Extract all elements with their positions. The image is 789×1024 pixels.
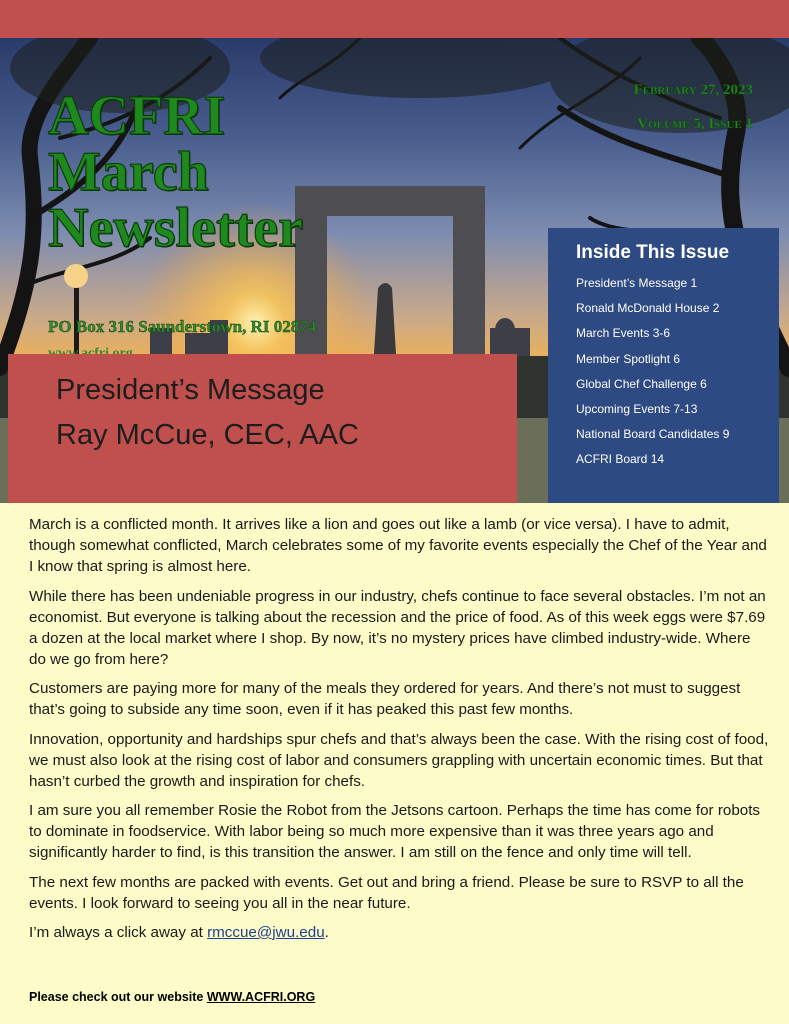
newsletter-title: ACFRI March Newsletter: [48, 85, 303, 259]
toc-item[interactable]: National Board Candidates 9: [576, 427, 730, 442]
top-accent-bar: [0, 0, 789, 38]
article-paragraph: Innovation, opportunity and hardships spur chefs and that’s always been the case. With the rising cost of food, we must also look at the rising cost of labor and consumers grappling with uncertain economic times. But that hasn’t curbed the growth and inspiration for chefs.: [29, 730, 769, 790]
article-paragraph: I am sure you all remember Rosie the Robot from the Jetsons cartoon. Perhaps the time has come for robots to dominate in foodservice. With labor being so much more expensive than it was three years ago and significantly harder to find, is this transition the answer. I am still on the fence and only time will tell.: [29, 802, 761, 861]
toc-item[interactable]: Member Spotlight 6: [576, 351, 681, 366]
closing-line: [29, 922, 769, 943]
article-paragraph: The next few months are packed with events. Get out and bring a friend. Please be sure to RSVP to all the events. I look forward to seeing you all in the near future.: [29, 873, 744, 912]
closing-prefix: I’m always a click away at: [29, 924, 208, 941]
closing-suffix: .: [324, 924, 329, 941]
feature-title: President’s Message: [56, 374, 325, 406]
website-callout: [29, 990, 315, 1004]
email-link[interactable]: rmccue@jwu.edu: [207, 924, 325, 941]
mailing-address: PO Box 316 Saunderstown, RI 02874: [48, 317, 317, 336]
toc-list: [576, 274, 729, 476]
table-of-contents: [548, 228, 779, 503]
article-paragraph: Customers are paying more for many of the meals they ordered for years. And there’s not must to suggest that’s going to subside any time soon, even if it has peaked this past few months.: [29, 680, 741, 718]
article-paragraph: While there has been undeniable progress in our industry, chefs continue to face several obstacles. I’m not an economist. But everyone is talking about the recession and the price of food. As of this week eggs were $7.69 a dozen at the local market where I shop. By now, it’s no mystery prices have climbed industry-wide. Where do we go from here?: [29, 587, 766, 668]
toc-item[interactable]: March Events 3-6: [576, 326, 671, 341]
feature-title-box: [8, 354, 517, 503]
feature-author: Ray McCue, CEC, AAC: [56, 419, 359, 451]
issue-date: February 27, 2023: [633, 82, 753, 98]
toc-item[interactable]: Ronald McDonald House 2: [576, 301, 720, 316]
article-body: [29, 514, 769, 952]
callout-website-link[interactable]: WWW.ACFRI.ORG: [206, 990, 316, 1004]
toc-heading: Inside This Issue: [576, 242, 730, 263]
toc-item[interactable]: President’s Message 1: [576, 276, 698, 290]
article-paragraph: March is a conflicted month. It arrives like a lion and goes out like a lamb (or vice versa). I have to admit, though somewhat conflicted, March celebrates some of my favorite events especially the Chef of the Year and I know that spring is almost here.: [29, 516, 767, 575]
volume-issue: Volume 5, Issue 1: [637, 116, 753, 132]
toc-item[interactable]: ACFRI Board 14: [576, 452, 665, 467]
toc-item[interactable]: Global Chef Challenge 6: [576, 376, 707, 391]
callout-prefix: Please check out our website: [29, 990, 207, 1004]
toc-item[interactable]: Upcoming Events 7-13: [576, 401, 698, 416]
